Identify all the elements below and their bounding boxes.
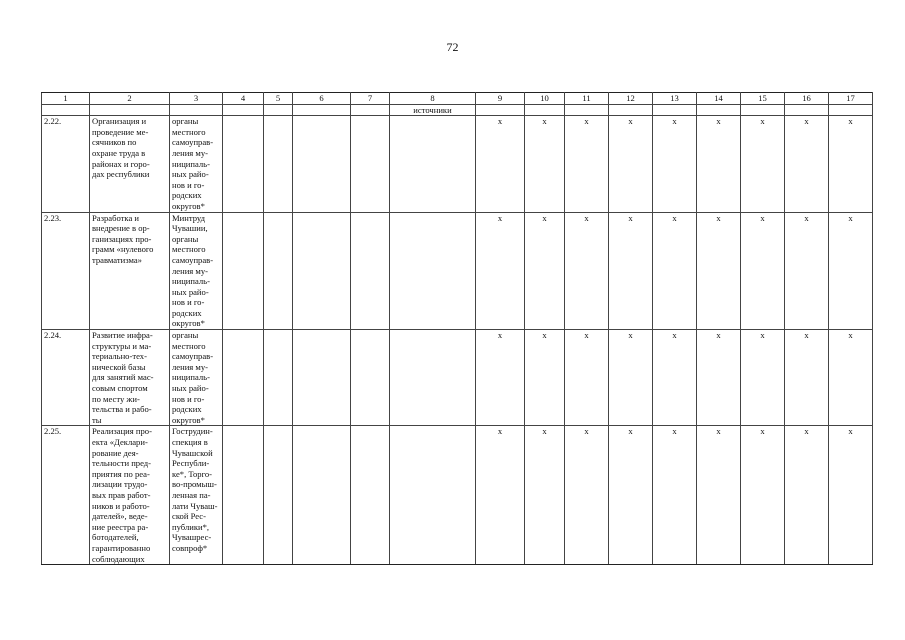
value-mark: x — [476, 426, 525, 565]
measure-name-line: тельности пред- — [92, 458, 152, 469]
executor — [170, 212, 223, 330]
value-mark: x — [609, 212, 653, 330]
measure-name-line: по месту жи- — [92, 393, 140, 404]
value-mark: x — [697, 426, 741, 565]
executor-line: Чувашрес- — [172, 532, 212, 543]
empty-cell — [351, 116, 390, 212]
executor-line: органы — [172, 233, 199, 244]
measure-name-line: тельства и рабо- — [92, 404, 152, 415]
measure-name — [90, 116, 170, 212]
subheader-sources: источники — [390, 104, 476, 116]
executor-line: ных райо- — [172, 169, 209, 180]
executor-line: местного — [172, 244, 206, 255]
measure-name-line: приятия по реа- — [92, 468, 150, 479]
value-mark: x — [829, 212, 873, 330]
executor-line: органы — [172, 116, 199, 127]
measure-name-line: сячников по — [92, 137, 137, 148]
measure-name-line: структуры и ма- — [92, 340, 152, 351]
column-header-5: 5 — [264, 93, 293, 105]
empty-cell — [293, 330, 351, 426]
measure-name-line: дах республики — [92, 169, 150, 180]
executor-line: нов и го- — [172, 297, 205, 308]
value-mark: x — [697, 116, 741, 212]
measure-name — [90, 212, 170, 330]
measure-name-line: грамм «нулевого — [92, 244, 154, 255]
measure-name-line: соблюдающих — [92, 553, 145, 564]
executor-line: самоуправ- — [172, 254, 214, 265]
measure-name-line: рование дея- — [92, 447, 139, 458]
executor-line: ных райо- — [172, 286, 209, 297]
executor-line: ления му- — [172, 265, 208, 276]
executor-line: округов* — [172, 318, 205, 329]
column-header-13: 13 — [653, 93, 697, 105]
row-number: 2.25. — [42, 426, 90, 565]
empty-cell — [293, 212, 351, 330]
value-mark: x — [609, 426, 653, 565]
measure-name-line: териально-тех- — [92, 351, 147, 362]
row-number: 2.22. — [42, 116, 90, 212]
executor-line: публики*, — [172, 521, 210, 532]
executor-line: ленная па- — [172, 489, 211, 500]
value-mark: x — [653, 330, 697, 426]
executor-line: родских — [172, 307, 202, 318]
measure-name-line: екта «Деклари- — [92, 437, 148, 447]
column-header-3: 3 — [170, 93, 223, 105]
executor-line: органы — [172, 330, 199, 341]
column-header-10: 10 — [525, 93, 565, 105]
column-header-7: 7 — [351, 93, 390, 105]
measure-name-line: Реализация про- — [92, 426, 152, 437]
column-header-17: 17 — [829, 93, 873, 105]
executor-line: самоуправ- — [172, 351, 214, 362]
value-mark: x — [525, 116, 565, 212]
subheader-cell — [829, 104, 873, 116]
subheader-cell — [697, 104, 741, 116]
measure-name-line: ников и работо- — [92, 500, 150, 511]
empty-cell — [264, 212, 293, 330]
executor-line: местного — [172, 126, 206, 137]
subheader-cell — [785, 104, 829, 116]
subheader-cell — [525, 104, 565, 116]
executor — [170, 330, 223, 426]
empty-cell — [223, 116, 264, 212]
measure-name-line: совым спортом — [92, 383, 148, 394]
table-row — [42, 426, 873, 565]
measure-name-line: Разработка и — [92, 212, 140, 223]
empty-cell — [390, 212, 476, 330]
value-mark: x — [609, 330, 653, 426]
executor-line: ных райо- — [172, 383, 209, 394]
value-mark: x — [525, 330, 565, 426]
executor-line: самоуправ- — [172, 137, 214, 148]
value-mark: x — [525, 212, 565, 330]
value-mark: x — [785, 116, 829, 212]
value-mark: x — [741, 426, 785, 565]
executor — [170, 426, 223, 565]
executor-line: совпроф* — [172, 542, 208, 553]
executor-line: Минтруд — [172, 212, 206, 223]
executor-line: Чувашии, — [172, 223, 208, 234]
subheader-cell — [223, 104, 264, 116]
executor-line: округов* — [172, 200, 205, 211]
value-mark: x — [741, 330, 785, 426]
value-mark: x — [829, 426, 873, 565]
row-number: 2.24. — [42, 330, 90, 426]
table-row — [42, 330, 873, 426]
executor-line: спекция в — [172, 437, 208, 447]
executor-line: Чувашской — [172, 447, 213, 458]
executor-line: округов* — [172, 414, 205, 425]
empty-cell — [264, 116, 293, 212]
executor-line: Республи- — [172, 458, 210, 469]
empty-cell — [293, 426, 351, 565]
measure-name-line: ботодателей, — [92, 532, 139, 543]
subheader-cell — [741, 104, 785, 116]
measure-name-line: ты — [92, 414, 102, 425]
subheader-cell — [653, 104, 697, 116]
header-row — [42, 93, 873, 105]
measures-table — [41, 92, 873, 565]
empty-cell — [351, 212, 390, 330]
subheader-cell — [42, 104, 90, 116]
executor-line: ниципаль- — [172, 158, 210, 169]
empty-cell — [264, 426, 293, 565]
measure-name-line: ганизациях про- — [92, 233, 152, 244]
executor-line: ке*, Торго- — [172, 468, 213, 479]
subheader-cell — [170, 104, 223, 116]
column-header-9: 9 — [476, 93, 525, 105]
executor-line: ской Рес- — [172, 511, 206, 522]
measure-name-line: районах и горо- — [92, 158, 150, 169]
executor-line: нов и го- — [172, 179, 205, 190]
value-mark: x — [565, 330, 609, 426]
subheader-cell — [293, 104, 351, 116]
executor-line: лати Чуваш- — [172, 500, 218, 511]
measure-name — [90, 426, 170, 565]
empty-cell — [351, 426, 390, 565]
measure-name-line: травматизма» — [92, 254, 142, 265]
value-mark: x — [697, 330, 741, 426]
column-header-16: 16 — [785, 93, 829, 105]
empty-cell — [390, 116, 476, 212]
value-mark: x — [653, 116, 697, 212]
value-mark: x — [785, 426, 829, 565]
column-header-2: 2 — [90, 93, 170, 105]
executor-line: ления му- — [172, 147, 208, 158]
executor-line: нов и го- — [172, 393, 205, 404]
subheader-cell — [476, 104, 525, 116]
subheader-cell — [609, 104, 653, 116]
subheader-cell — [90, 104, 170, 116]
measure-name-line: вых прав работ- — [92, 489, 151, 500]
empty-cell — [390, 426, 476, 565]
executor-line: Гострудин- — [172, 426, 213, 437]
executor-line: родских — [172, 404, 202, 415]
value-mark: x — [525, 426, 565, 565]
column-header-12: 12 — [609, 93, 653, 105]
empty-cell — [264, 330, 293, 426]
executor — [170, 116, 223, 212]
value-mark: x — [785, 212, 829, 330]
value-mark: x — [741, 212, 785, 330]
empty-cell — [223, 426, 264, 565]
empty-cell — [223, 212, 264, 330]
measure-name-line: внедрение в ор- — [92, 223, 150, 234]
row-number: 2.23. — [42, 212, 90, 330]
subheader-row — [42, 104, 873, 116]
table-row — [42, 212, 873, 330]
value-mark: x — [785, 330, 829, 426]
executor-line: ниципаль- — [172, 276, 210, 287]
value-mark: x — [565, 116, 609, 212]
column-header-6: 6 — [293, 93, 351, 105]
measure-name-line: ние реестра ра- — [92, 521, 149, 532]
column-header-15: 15 — [741, 93, 785, 105]
value-mark: x — [697, 212, 741, 330]
empty-cell — [390, 330, 476, 426]
subheader-cell — [264, 104, 293, 116]
page-number: 72 — [446, 40, 459, 54]
column-header-11: 11 — [565, 93, 609, 105]
measure-name — [90, 330, 170, 426]
value-mark: x — [476, 212, 525, 330]
executor-line: местного — [172, 340, 206, 351]
value-mark: x — [653, 212, 697, 330]
measure-name-line: лизации трудо- — [92, 479, 148, 490]
measure-name-line: Организация и — [92, 116, 147, 127]
value-mark: x — [476, 116, 525, 212]
value-mark: x — [565, 426, 609, 565]
value-mark: x — [653, 426, 697, 565]
column-header-1: 1 — [42, 93, 90, 105]
empty-cell — [223, 330, 264, 426]
subheader-cell — [565, 104, 609, 116]
table-row — [42, 116, 873, 212]
measure-name-line: гарантированно — [92, 542, 151, 553]
empty-cell — [351, 330, 390, 426]
value-mark: x — [476, 330, 525, 426]
measure-name-line: для занятий мас- — [92, 372, 154, 383]
empty-cell — [293, 116, 351, 212]
value-mark: x — [609, 116, 653, 212]
value-mark: x — [565, 212, 609, 330]
executor-line: ления му- — [172, 361, 208, 372]
measure-name-line: охране труда в — [92, 147, 146, 158]
measure-name-line: Развитие инфра- — [92, 330, 153, 341]
value-mark: x — [829, 116, 873, 212]
value-mark: x — [829, 330, 873, 426]
column-header-8: 8 — [390, 93, 476, 105]
measure-name-line: проведение ме- — [92, 126, 149, 137]
measure-name-line: нической базы — [92, 361, 146, 372]
subheader-cell — [351, 104, 390, 116]
column-header-4: 4 — [223, 93, 264, 105]
column-header-14: 14 — [697, 93, 741, 105]
measure-name-line: дателей», веде- — [92, 511, 148, 522]
executor-line: во-промыш- — [172, 479, 217, 490]
value-mark: x — [741, 116, 785, 212]
executor-line: родских — [172, 190, 202, 201]
executor-line: ниципаль- — [172, 372, 210, 383]
